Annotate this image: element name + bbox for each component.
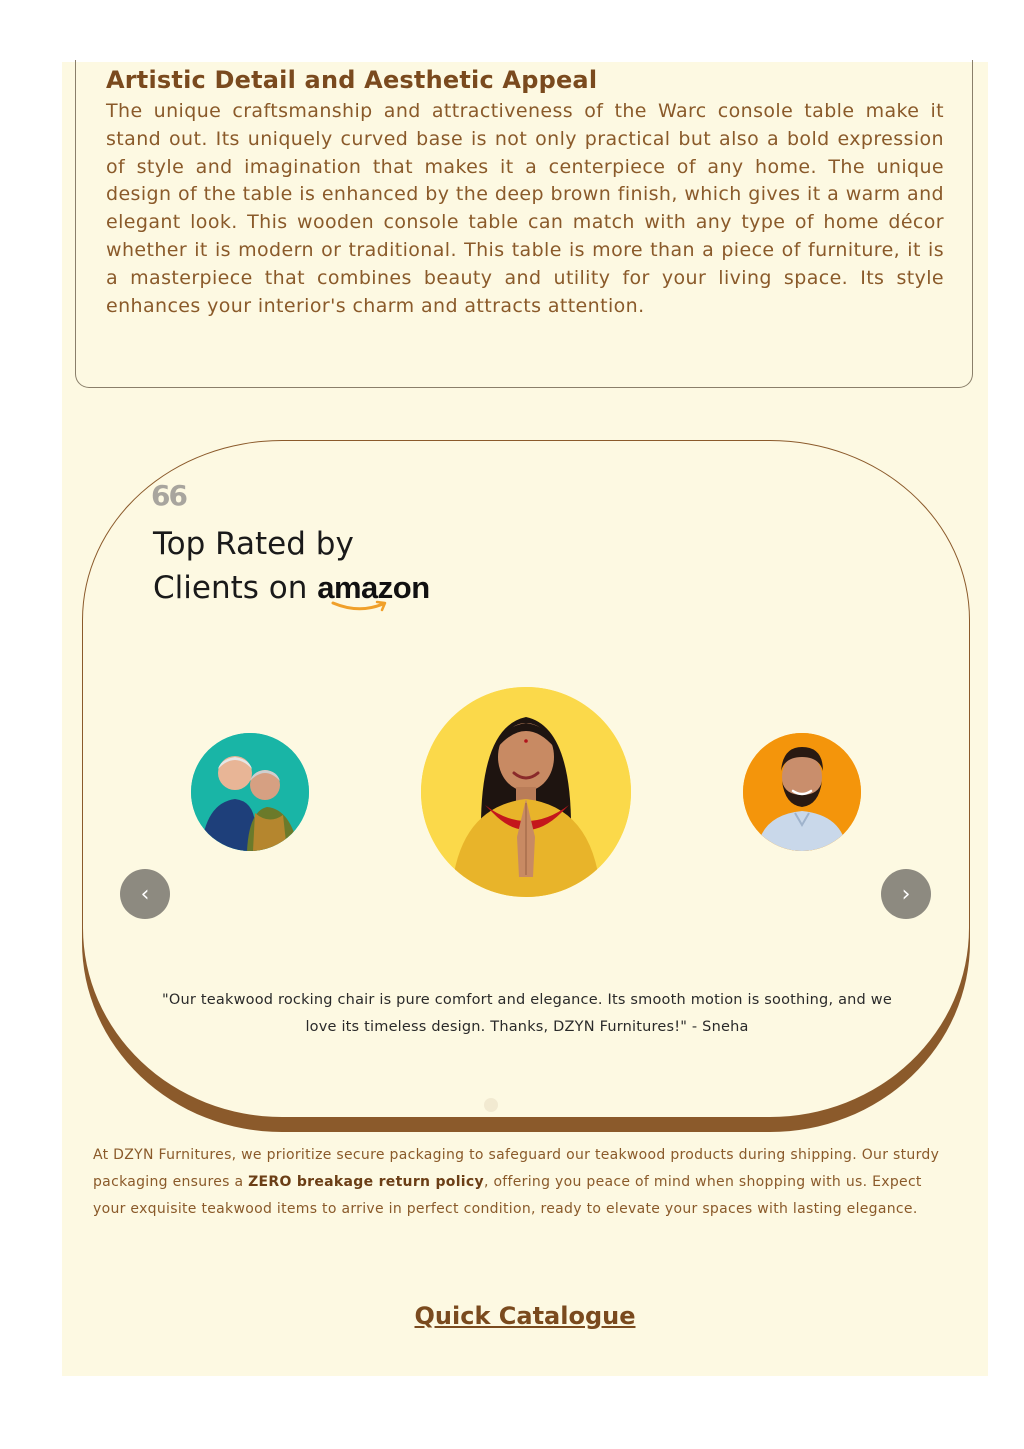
bearded-man-avatar[interactable] — [743, 733, 861, 851]
testimonial-card — [82, 440, 970, 1118]
bearded-man-icon — [743, 733, 861, 851]
carousel-next-button[interactable] — [881, 869, 931, 919]
testimonial-heading — [153, 523, 430, 610]
packaging-info — [93, 1142, 953, 1223]
chevron-left-icon: ‹ — [140, 881, 150, 907]
elderly-couple-icon — [191, 733, 309, 851]
testimonial-heading-line1: Top Rated by — [153, 526, 354, 562]
woman-namaste-avatar[interactable] — [421, 687, 631, 897]
quote-mark-icon: 66 — [151, 479, 186, 512]
testimonial-quote: "Our teakwood rocking chair is pure comfort and elegance. Its smooth motion is soothing, and we love its timeless design. Thanks, DZYN Furnitures!" - Sneha — [162, 992, 892, 1035]
testimonial-heading-line2: Clients on — [153, 570, 308, 606]
page-container — [62, 62, 988, 1376]
amazon-logo-text: amazon — [317, 570, 430, 605]
carousel-dot-2[interactable] — [512, 1096, 530, 1114]
detail-body: The unique craftsmanship and attractiveness of the Warc console table make it stand out. Its uniquely curved base is not only practical but also a bold expression of style and imagination that makes it a centerpiece of any home. The unique design of the table is enhanced by the deep brown finish, which gives it a warm and elegant look. This wooden console table can match with any type of home décor whether it is modern or traditional. This table is more than a piece of furniture, it is a masterpiece that combines beauty and utility for your living space. Its style enhances your interior's charm and attracts attention. — [106, 100, 944, 317]
quick-catalogue-link[interactable]: Quick Catalogue — [414, 1302, 636, 1330]
testimonial-section — [82, 440, 970, 1132]
amazon-logo — [317, 566, 429, 609]
elderly-couple-avatar[interactable] — [191, 733, 309, 851]
detail-card — [75, 60, 973, 388]
zero-breakage-policy: ZERO breakage return policy — [248, 1174, 484, 1190]
chevron-right-icon: › — [901, 881, 911, 907]
carousel-dots — [482, 1096, 560, 1114]
detail-title: Artistic Detail and Aesthetic Appeal — [106, 66, 598, 94]
carousel-dot-3[interactable] — [542, 1096, 560, 1114]
carousel-prev-button[interactable] — [120, 869, 170, 919]
packaging-info-part2: , offering you peace of mind when shopping with us. Expect your exquisite teakwood items to arrive in perfect condition, ready to elevate your spaces with lasting elegance. — [93, 1174, 922, 1217]
packaging-info-part1: At DZYN Furnitures, we prioritize secure packaging to safeguard our teakwood products during shipping. Our sturdy packaging ensures a — [93, 1147, 940, 1190]
amazon-smile-icon — [331, 600, 391, 614]
carousel-dot-1[interactable] — [482, 1096, 500, 1114]
woman-namaste-icon — [421, 687, 631, 897]
